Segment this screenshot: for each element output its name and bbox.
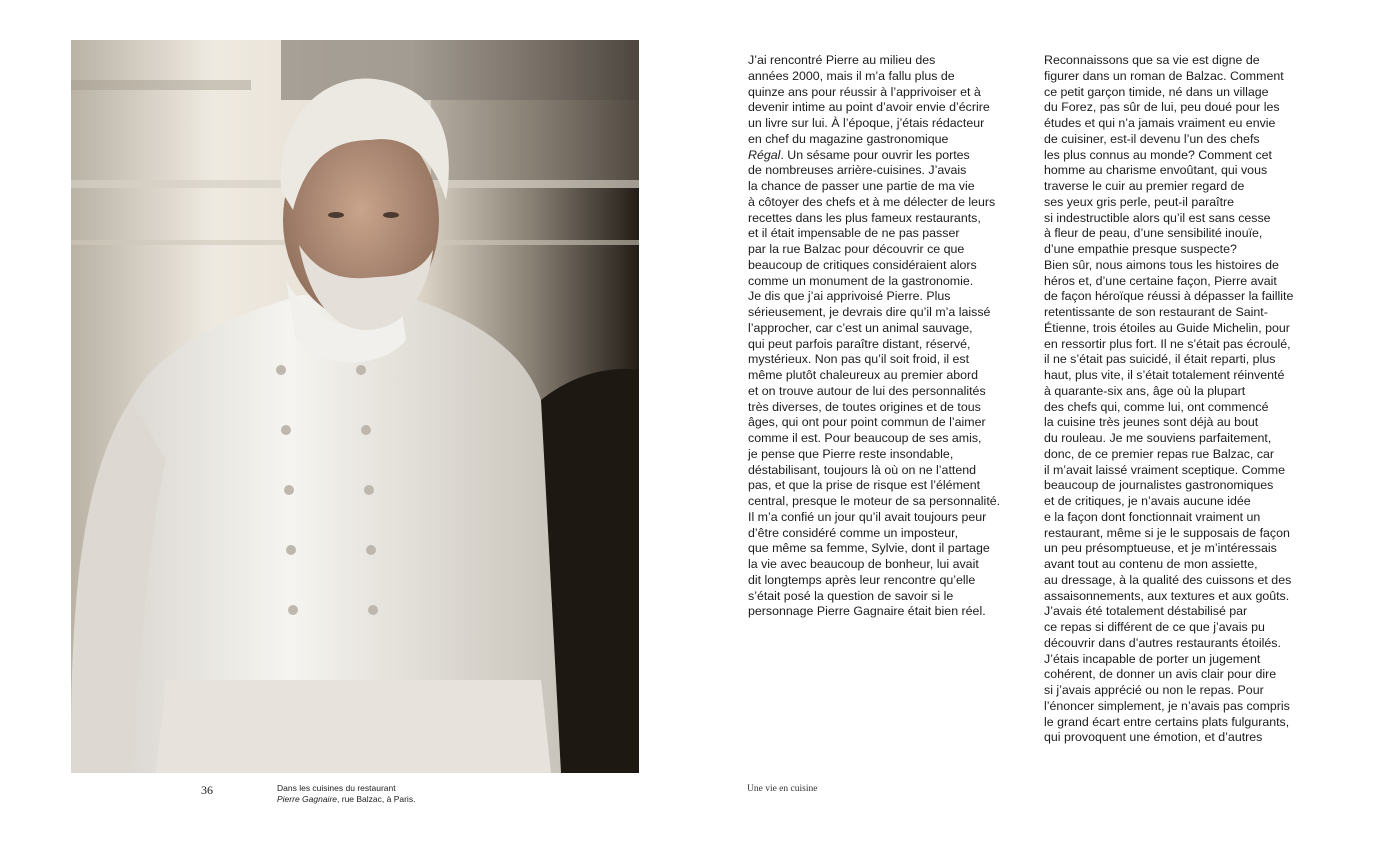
text-line: si j’avais apprécié ou non le repas. Pour [1044, 683, 1264, 697]
text-line: avant tout au contenu de mon assiette, [1044, 557, 1258, 571]
text-line: que même sa femme, Sylvie, dont il partage [748, 541, 990, 556]
text-line: et de critiques, je n’avais aucune idée [1044, 494, 1251, 508]
text-line: les plus connus au monde? Comment cet [1044, 147, 1272, 162]
text-line: s’était posé la question de savoir si le [748, 588, 954, 603]
text-line: des chefs qui, comme lui, ont commencé [1044, 399, 1269, 414]
text-line: très diverses, de toutes origines et de tous [748, 399, 981, 414]
text-line: au dressage, à la qualité des cuissons et des [1044, 572, 1292, 587]
text-line: assaisonnements, aux textures et aux goûts. [1044, 588, 1290, 603]
text-line: recettes dans les plus fameux restaurants, [748, 210, 981, 225]
text-column-right [1044, 53, 1344, 746]
text-line: ce petit garçon timide, né dans un village [1044, 84, 1269, 99]
text-line: J’étais incapable de porter un jugement [1044, 651, 1261, 666]
text-line: homme au charisme envoûtant, qui vous [1044, 163, 1268, 178]
text-line: personnage Pierre Gagnaire était bien réel. [748, 604, 986, 619]
text-line: dit longtemps après leur rencontre qu’elle [748, 572, 976, 587]
running-title: Une vie en cuisine [747, 784, 818, 794]
text-line: un livre sur lui. À l’époque, j’étais rédacteur [748, 116, 985, 130]
text-line: héros et, d’une certaine façon, Pierre avait [1044, 273, 1277, 288]
text-line: qui peut parfois paraître distant, réservé, [748, 336, 971, 351]
text-line: d’être considéré comme un imposteur, [748, 525, 959, 540]
magazine-title: Régal [748, 147, 781, 162]
text-line: devenir intime au point d’avoir envie d’écrire [748, 100, 990, 115]
text-line: cohérent, de donner un avis clair pour dire [1044, 667, 1277, 682]
text-line: retentissante de son restaurant de Saint- [1044, 305, 1268, 319]
text-line: Bien sûr, nous aimons tous les histoires de [1044, 257, 1279, 272]
caption-line-2 [277, 794, 517, 805]
text-line: donc, de ce premier repas rue Balzac, car [1044, 446, 1275, 461]
text-line: traverse le cuir au premier regard de [1044, 179, 1245, 193]
text-line: qui provoquent une émotion, et d’autres [1044, 730, 1263, 745]
photo-caption [277, 783, 517, 805]
text-line: figurer dans un roman de Balzac. Comment [1044, 68, 1284, 83]
text-line: l’énoncer simplement, je n’avais pas compris [1044, 698, 1290, 713]
text-line: haut, plus vite, il s’était totalement réinventé [1044, 368, 1285, 382]
text-line: déstabilisant, toujours là où on ne l’attend [748, 462, 977, 477]
text-line: de façon héroïque réussi à dépasser la faillite [1044, 289, 1294, 304]
text-line: quinze ans pour réussir à l’apprivoiser et à [748, 84, 981, 99]
chef-photo [71, 40, 639, 773]
text-line: du rouleau. Je me souviens parfaitement, [1044, 431, 1272, 445]
text-line: à côtoyer des chefs et à me délecter de leurs [748, 194, 996, 209]
text-line: pas, et que la prise de risque est l’élément [748, 478, 981, 493]
text-line: si indestructible alors qu’il est sans cesse [1044, 210, 1271, 225]
text-line: je pense que Pierre reste insondable, [748, 446, 954, 461]
text-line: et on trouve autour de lui des personnalités [748, 383, 986, 398]
text-line: à quarante-six ans, âge où la plupart [1044, 383, 1246, 398]
text-line: J’ai rencontré Pierre au milieu des [748, 53, 936, 67]
text-line: la chance de passer une partie de ma vie [748, 179, 975, 193]
caption-line-1: Dans les cuisines du restaurant [277, 783, 396, 793]
text-line: un peu présomptueuse, et je m’intéressais [1044, 541, 1277, 556]
text-line: années 2000, mais il m’a fallu plus de [748, 68, 955, 83]
text-column-left [748, 53, 1038, 620]
text-line: le grand écart entre certains plats fulgurants, [1044, 714, 1290, 729]
text-line: il m’avait laissé vraiment sceptique. Comme [1044, 462, 1286, 477]
text-line: comme un monument de la gastronomie. [748, 273, 974, 288]
caption-location: , rue Balzac, à Paris. [337, 794, 416, 804]
text-line: il ne s’était pas suicidé, il était reparti, plus [1044, 352, 1276, 367]
text-line: sérieusement, je devrais dire qu’il m’a laissé [748, 305, 991, 319]
text-line: de nombreuses arrière-cuisines. J’avais [748, 163, 967, 178]
text-line: découvrir dans d’autres restaurants étoilés. [1044, 635, 1281, 650]
text-line: Reconnaissons que sa vie est digne de [1044, 53, 1260, 67]
text-line: beaucoup de critiques considéraient alors [748, 257, 977, 272]
text-line: Il m’a confié un jour qu’il avait toujours peur [748, 509, 987, 524]
text-line: en ressortir plus fort. Il ne s’était pas écroulé, [1044, 336, 1291, 351]
text-line [748, 148, 1038, 164]
text-line: restaurant, même si je le supposais de façon [1044, 525, 1290, 540]
text-line-rest: . Un sésame pour ouvrir les portes [780, 147, 970, 162]
text-line: J’avais été totalement déstabilisé par [1044, 604, 1248, 619]
text-line: en chef du magazine gastronomique [748, 131, 949, 146]
text-line: l’approcher, car c’est un animal sauvage, [748, 320, 973, 335]
text-line: mystérieux. Non pas qu’il soit froid, il est [748, 352, 970, 367]
text-line: du Forez, pas sûr de lui, peu doué pour les [1044, 100, 1280, 115]
text-line: études et qui n’a jamais vraiment eu envie [1044, 116, 1276, 130]
text-line: même plutôt chaleureux au premier abord [748, 368, 979, 382]
text-line: ses yeux gris perle, peut-il paraître [1044, 194, 1235, 209]
text-line: comme il est. Pour beaucoup de ses amis, [748, 431, 982, 445]
text-line: central, presque le moteur de sa personnalité. [748, 494, 1001, 508]
text-line: Étienne, trois étoiles au Guide Michelin, pour [1044, 320, 1290, 335]
text-line: e la façon dont fonctionnait vraiment un [1044, 509, 1261, 524]
page-number: 36 [201, 783, 213, 797]
text-line: de cuisiner, est-il devenu l’un des chefs [1044, 131, 1260, 146]
text-line: et il était impensable de ne pas passer [748, 226, 960, 241]
caption-restaurant-name: Pierre Gagnaire [277, 794, 338, 804]
text-line: beaucoup de journalistes gastronomiques [1044, 478, 1274, 493]
text-line: Je dis que j’ai apprivoisé Pierre. Plus [748, 289, 951, 304]
text-line: la cuisine très jeunes sont déjà au bout [1044, 415, 1259, 430]
text-line: ce repas si différent de ce que j’avais pu [1044, 620, 1265, 634]
text-line: par la rue Balzac pour découvrir ce que [748, 242, 965, 256]
text-line: à fleur de peau, d’une sensibilité inouïe, [1044, 226, 1263, 241]
text-line: d’une empathie presque suspecte? [1044, 242, 1237, 256]
text-line: la vie avec beaucoup de bonheur, lui avait [748, 557, 979, 571]
chef-photo-illustration [71, 40, 639, 773]
text-line: âges, qui ont pour point commun de l’aimer [748, 415, 986, 430]
